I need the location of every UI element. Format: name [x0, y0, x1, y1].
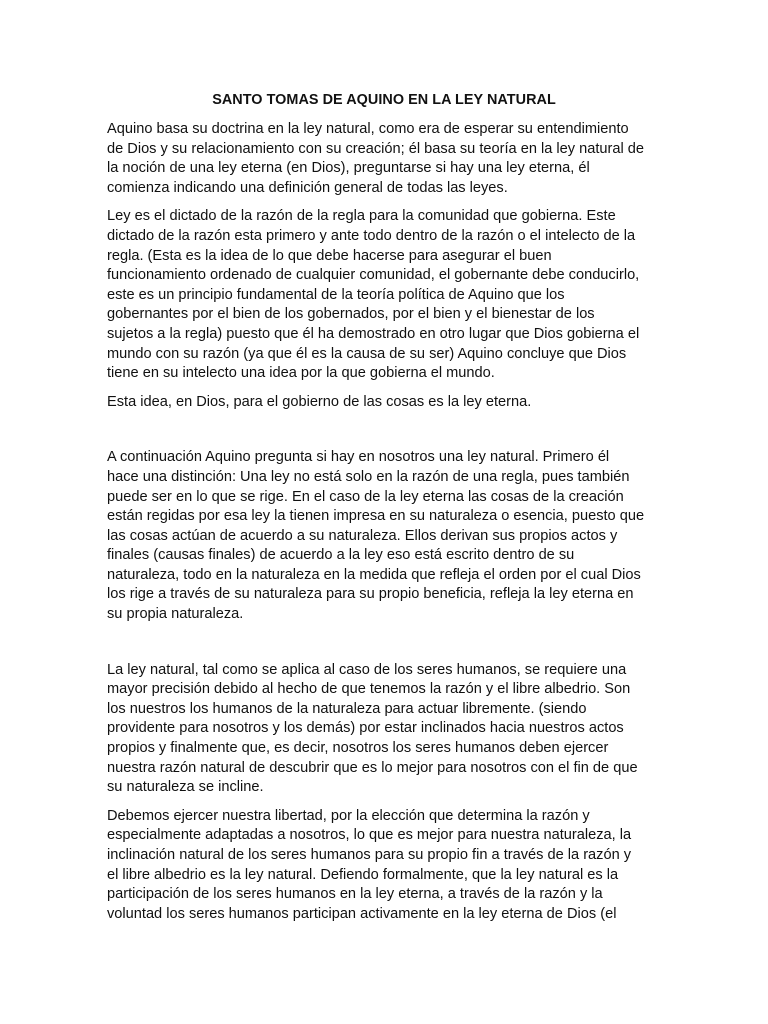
text-line: nuestra razón natural de descubrir que es lo mejor para nosotros con el fin de que — [107, 759, 638, 776]
paragraph-2 — [107, 207, 671, 383]
document-body — [107, 120, 671, 924]
text-line: su naturaleza se incline. — [107, 779, 264, 796]
text-line: dictado de la razón esta primero y ante todo dentro de la razón o el intelecto de la — [107, 227, 636, 244]
text-line: mayor precisión debido al hecho de que tenemos la razón y el libre albedrio. Son — [107, 681, 631, 698]
text-line: el libre albedrio es la ley natural. Defiendo formalmente, que la ley natural es la — [107, 866, 619, 883]
paragraph-3 — [107, 393, 671, 413]
paragraph-5 — [107, 661, 671, 798]
text-line: hace una distinción: Una ley no está solo en la razón de una regla, pues también — [107, 468, 630, 485]
text-line: este es un principio fundamental de la teoría política de Aquino que los — [107, 286, 565, 303]
text-line: las cosas actúan de acuerdo a su naturaleza. Ellos derivan sus propios actos y — [107, 527, 618, 544]
paragraph-1 — [107, 120, 671, 198]
text-line: gobernantes por el bien de los gobernados, por el bien y el bienestar de los — [107, 306, 595, 323]
text-line: mundo con su razón (ya que él es la causa de su ser) Aquino concluye que Dios — [107, 345, 627, 362]
text-line: funcionamiento ordenado de cualquier comunidad, el gobernante debe conducirlo, — [107, 267, 640, 284]
text-line: especialmente adaptadas a nosotros, lo que es mejor para nuestra naturaleza, la — [107, 827, 632, 844]
text-line: puede ser en lo que se rige. En el caso de la ley eterna las cosas de la creación — [107, 488, 624, 505]
text-line: están regidas por esa ley la tienen impresa en su naturaleza o esencia, puesto que — [107, 508, 645, 525]
text-line: A continuación Aquino pregunta si hay en nosotros una ley natural. Primero él — [107, 449, 610, 466]
text-line: inclinación natural de los seres humanos para su propio fin a través de la razón y — [107, 847, 632, 863]
text-line: providente para nosotros y los demás) por estar inclinados hacia nuestros actos — [107, 720, 624, 737]
text-line: la noción de una ley eterna (en Dios), preguntarse si hay una ley eterna, él — [107, 160, 590, 177]
text-line: Debemos ejercer nuestra libertad, por la elección que determina la razón y — [107, 807, 590, 824]
text-line: regla. (Esta es la idea de lo que debe hacerse para asegurar el buen — [107, 247, 552, 264]
text-line: propios y finalmente que, es decir, nosotros los seres humanos deben ejercer — [107, 740, 609, 757]
text-line: participación de los seres humanos en la ley eterna, a través de la razón y la — [107, 886, 603, 903]
document-title: SANTO TOMAS DE AQUINO EN LA LEY NATURAL — [212, 92, 556, 108]
text-line: finales (causas finales) de acuerdo a la ley eso está escrito dentro de su — [107, 547, 575, 564]
text-line: comienza indicando una definición general de todas las leyes. — [107, 179, 508, 196]
text-line: Ley es el dictado de la razón de la regla para la comunidad que gobierna. Este — [107, 208, 616, 225]
text-line: los rige a través de su naturaleza para su propio beneficia, refleja la ley eterna en — [107, 586, 634, 603]
text-line: de Dios y su relacionamiento con su creación; él basa su teoría en la ley natural de — [107, 140, 645, 157]
text-line: sujetos a la regla) puesto que él ha demostrado en otro lugar que Dios gobierna el — [107, 325, 640, 342]
text-line: voluntad los seres humanos participan activamente en la ley eterna de Dios (el — [107, 905, 617, 922]
text-line: su propia naturaleza. — [107, 606, 244, 623]
paragraph-4 — [107, 448, 671, 624]
text-line: los nuestros los humanos de la naturaleza para actuar libremente. (siendo — [107, 700, 587, 717]
text-line: tiene en su intelecto una idea por la que gobierna el mundo. — [107, 365, 495, 382]
paragraph-6 — [107, 807, 671, 925]
text-line: Aquino basa su doctrina en la ley natural, como era de esperar su entendimiento — [107, 121, 629, 137]
text-line: Esta idea, en Dios, para el gobierno de las cosas es la ley eterna. — [107, 393, 532, 410]
text-line: La ley natural, tal como se aplica al caso de los seres humanos, se requiere una — [107, 661, 627, 678]
text-line: naturaleza, todo en la naturaleza en la medida que refleja el orden por el cual Dios — [107, 566, 641, 583]
